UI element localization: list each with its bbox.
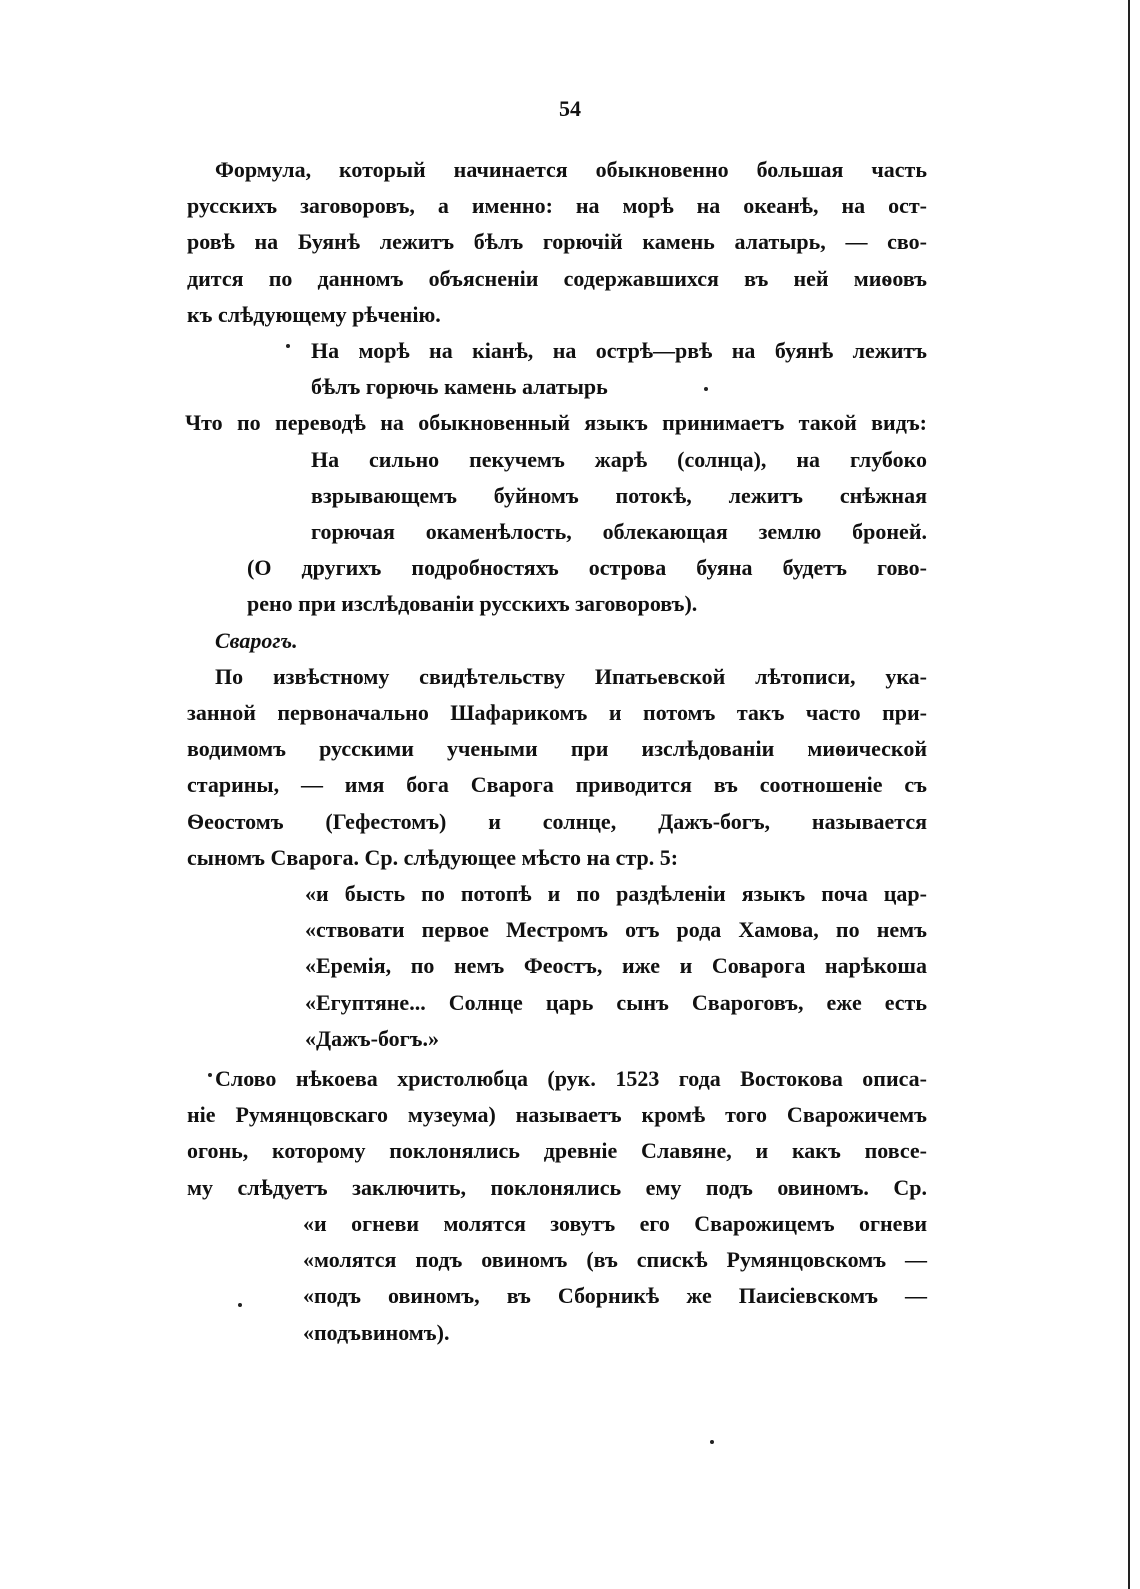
page-number: 54 — [559, 96, 581, 121]
quote-line: «и бысть по потопѣ и по раздѣленіи языкъ поча цар- — [305, 881, 927, 907]
quote-line: «подъ овиномъ, въ Сборникѣ же Паисіевскомъ — — [303, 1283, 927, 1309]
chronicle-quote — [187, 876, 927, 1057]
scan-speck — [286, 344, 290, 348]
scan-speck — [208, 1073, 212, 1077]
text-line: ніе Румянцовскаго музеума) называетъ кромѣ того Сварожичемъ — [187, 1102, 927, 1128]
quote-line: На морѣ на кіанѣ, на острѣ—рвѣ на буянѣ лежитъ — [311, 338, 927, 364]
verse-quote-original — [187, 333, 927, 405]
quote-line: «Егуптяне... Солнце царь сынъ Свароговъ, еже есть — [305, 989, 927, 1015]
translation-intro-line: Что по переводѣ на обыкновенный языкъ принимаетъ такой видъ: — [185, 410, 927, 436]
text-line: Формула, который начинается обыкновенно большая часть — [215, 157, 927, 182]
text-line: Ѳеостомъ (Гефестомъ) и солнце, Дажъ-богъ, называется — [187, 808, 927, 834]
page-edge-line — [1128, 0, 1130, 1589]
scan-speck — [704, 387, 708, 391]
text-line: огонь, которому поклонялись древніе Славяне, и какъ повсе- — [187, 1138, 927, 1164]
scan-speck — [238, 1303, 242, 1307]
section-heading: Сварогъ. — [215, 627, 298, 653]
page-body — [187, 152, 927, 1351]
text-line: Слово нѣкоева христолюбца (рук. 1523 года Востокова описа- — [215, 1066, 927, 1092]
quote-line: На сильно пекучемъ жарѣ (солнца), на глубоко — [311, 446, 927, 472]
quote-line: «ствовати первое Местромъ отъ рода Хамова, по немъ — [305, 917, 927, 943]
quote-line: горючая окаменѣлость, облекающая землю броней. — [311, 519, 927, 545]
text-line: сыномъ Сварога. Ср. слѣдующее мѣсто на стр. 5: — [187, 844, 679, 870]
paragraph-svarozhich — [187, 1061, 927, 1206]
text-line: ровѣ на Буянѣ лежитъ бѣлъ горючій камень алатырь, — сво- — [187, 229, 927, 255]
quote-line: «молятся подъ овиномъ (въ спискѣ Румянцовскомъ — — [303, 1247, 927, 1273]
text-line: дится по данномъ объясненіи содержавшихся въ ней миѳовъ — [187, 265, 927, 291]
note-line: рено при изслѣдованіи русскихъ заговоровъ). — [247, 591, 698, 617]
text-line: занной первоначально Шафарикомъ и потомъ такъ часто при- — [187, 700, 927, 726]
verse-quote-translation — [187, 442, 927, 551]
quote-line: бѣлъ горючь камень алатырь — [311, 374, 608, 400]
note-line: (О другихъ подробностяхъ острова буяна будетъ гово- — [247, 555, 927, 581]
quote-line: «Еремія, по немъ Феостъ, иже и Соварога нарѣкоша — [305, 953, 927, 979]
quote-line: «и огневи молятся зовутъ его Сварожицемъ огневи — [303, 1210, 927, 1236]
parenthetical-note — [187, 550, 927, 622]
text-line: му слѣдуетъ заключить, поклонялись ему подъ овиномъ. Ср. — [187, 1174, 927, 1200]
text-line: старины, — имя бога Сварога приводится въ соотношеніе съ — [187, 772, 927, 798]
quote-line: взрывающемъ буйномъ потокѣ, лежитъ снѣжная — [311, 482, 927, 508]
sermon-quote — [187, 1206, 927, 1351]
text-line: къ слѣдующему рѣченію. — [187, 301, 441, 327]
scan-speck — [710, 1440, 714, 1444]
text-line: водимомъ русскими учеными при изслѣдованіи миѳической — [187, 736, 927, 762]
text-line: русскихъ заговоровъ, а именно: на морѣ на океанѣ, на ост- — [187, 193, 927, 219]
paragraph-svarog — [187, 659, 927, 876]
text-line: По извѣстному свидѣтельству Ипатьевской лѣтописи, ука- — [215, 663, 927, 689]
quote-line: «Дажъ-богъ.» — [305, 1025, 439, 1051]
quote-line: «подъвиномъ). — [303, 1319, 450, 1345]
